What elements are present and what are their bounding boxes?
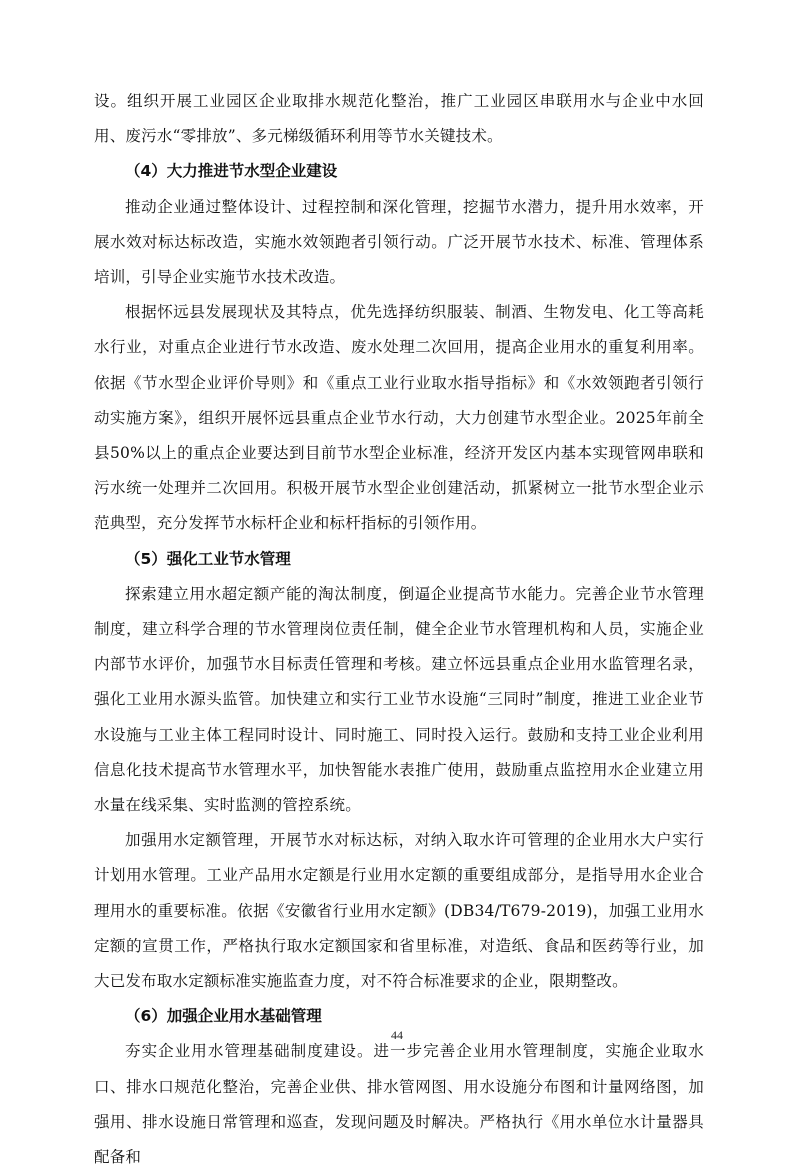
paragraph-5-1: 探索建立用水超定额产能的淘汰制度，倒逼企业提高节水能力。完善企业节水管理制度，建立科学合理的节水管理岗位责任制，健全企业节水管理机构和人员，实施企业内部节水评价，加强节水目标责任管理和考核。建立怀远县重点企业用水监管理名录，强化工业用水源头监管。加快建立和实行工业节水设施“三同时”制度，推进工业企业节水设施与工业主体工程同时设计、同时施工、同时投入运行。鼓励和支持工业企业利用信息化技术提高节水管理水平，加快智能水表推广使用，鼓励重点监控用水企业建立用水量在线采集、实时监测的管控系统。 xyxy=(94,584,704,815)
page-number: 44 xyxy=(391,1028,403,1042)
document-body xyxy=(94,84,704,1175)
paragraph-5-2: 加强用水定额管理，开展节水对标达标，对纳入取水许可管理的企业用水大户实行计划用水管理。工业产品用水定额是行业用水定额的重要组成部分，是指导用水企业合理用水的重要标准。依据《安徽省行业用水定额》(DB34/T679-2019)，加强工业用水定额的宣贯工作，严格执行取水定额国家和省里标准，对造纸、食品和医药等行业，加大已发布取水定额标准实施监查力度，对不符合标准要求的企业，限期整改。 xyxy=(94,831,704,991)
paragraph-6-1: 夯实企业用水管理基础制度建设。进一步完善企业用水管理制度，实施企业取水口、排水口规范化整治，完善企业供、排水管网图、用水设施分布图和计量网络图，加强用、排水设施日常管理和巡查，发现问题及时解决。严格执行《用水单位水计量器具配备和 xyxy=(94,1042,704,1167)
section-heading-4: （4）大力推进节水型企业建设 xyxy=(125,162,338,181)
paragraph-4-2: 根据怀远县发展现状及其特点，优先选择纺织服装、制酒、生物发电、化工等高耗水行业，对重点企业进行节水改造、废水处理二次回用，提高企业用水的重复利用率。依据《节水型企业评价导则》和《重点工业行业取水指导指标》和《水效领跑者引领行动实施方案》，组织开展怀远县重点企业节水行动，大力创建节水型企业。2025年前全县50%以上的重点企业要达到目前节水型企业标准，经济开发区内基本实现管网串联和污水统一处理并二次回用。积极开展节水型企业创建活动，抓紧树立一批节水型企业示范典型，充分发挥节水标杆企业和标杆指标的引领作用。 xyxy=(94,303,704,533)
section-heading-5: （5）强化工业节水管理 xyxy=(125,549,291,568)
paragraph-4-1: 推动企业通过整体设计、过程控制和深化管理，挖掘节水潜力，提升用水效率，开展水效对标达标改造，实施水效领跑者引领行动。广泛开展节水技术、标准、管理体系培训，引导企业实施节水技术改造。 xyxy=(94,197,704,287)
paragraph-intro: 设。组织开展工业园区企业取排水规范化整治，推广工业园区串联用水与企业中水回用、废污水“零排放”、多元梯级循环利用等节水关键技术。 xyxy=(94,92,704,146)
section-heading-6: （6）加强企业用水基础管理 xyxy=(125,1007,322,1026)
